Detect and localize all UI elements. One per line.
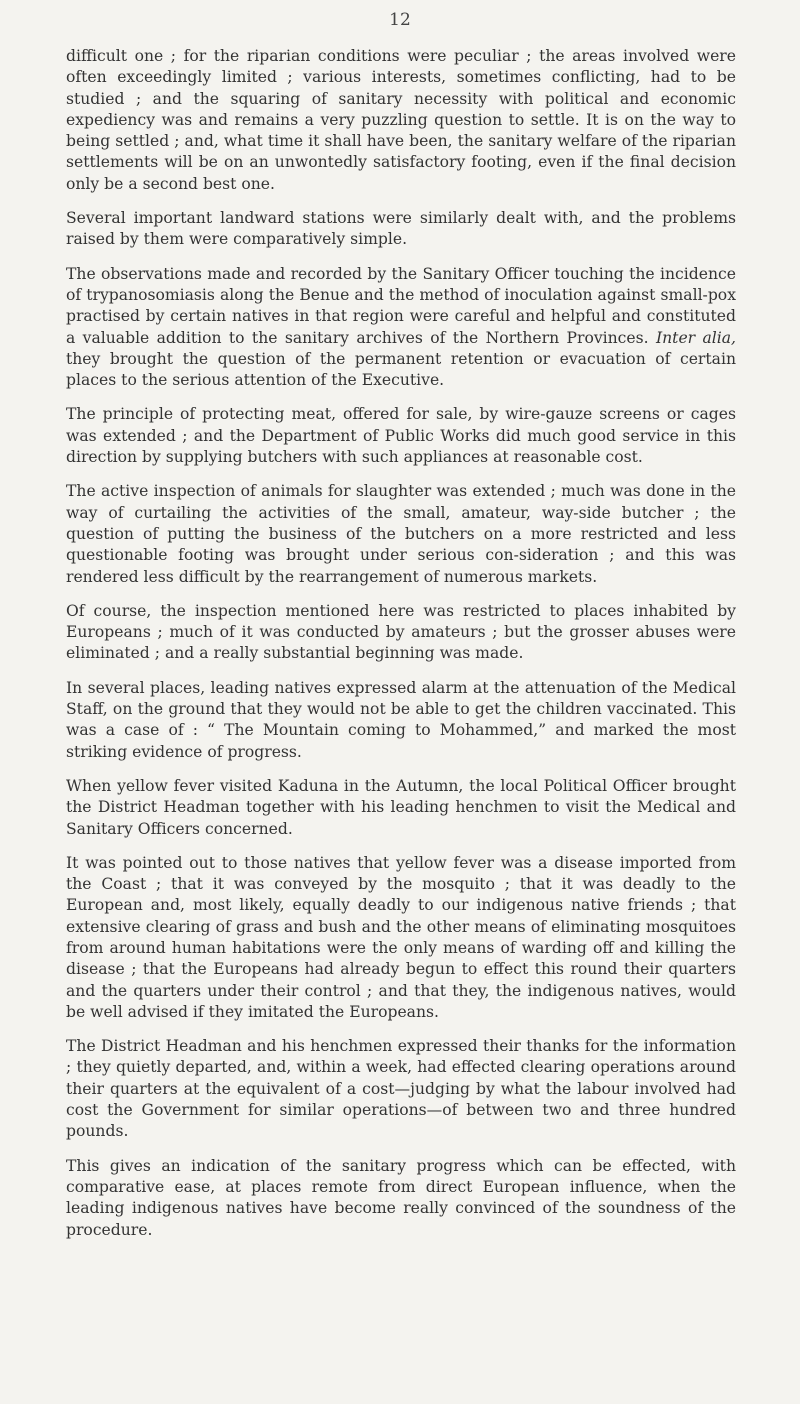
body-text [66,46,736,1254]
paragraph-8: When yellow fever visited Kaduna in the Autumn, the local Political Officer brought the District Headman together with his leading henchmen to visit the Medical and Sanitary Officers concerned. [66,776,736,838]
paragraph-3-italic-phrase: Inter alia, [655,328,736,347]
paragraph-3-text-after: they brought the question of the permanent retention or evacuation of certain places to the serious attention of the Executive. [66,349,736,390]
paragraph-2: Several important landward stations were similarly dealt with, and the problems raised by them were comparatively simple. [66,209,736,249]
page-number: 12 [389,10,411,30]
paragraph-4: The principle of protecting meat, offered for sale, by wire-gauze screens or cages was extended ; and the Department of Public Works did much good service in this direction by supplying butchers with such appliances at reasonable cost. [66,405,736,467]
paragraph-11: This gives an indication of the sanitary progress which can be effected, with comparative ease, at places remote from direct European influence, when the leading indigenous natives have become really convinced of the soundness of the procedure. [66,1156,736,1239]
paragraph-7: In several places, leading natives expressed alarm at the attenuation of the Medical Staff, on the ground that they would not be able to get the children vaccinated. This was a case of : “ The Mountain coming to Mohammed,” and marked the most striking evidence of progress. [66,678,736,761]
paragraph-10: The District Headman and his henchmen expressed their thanks for the information ; they quietly departed, and, within a week, had effected clearing operations around their quarters at the equivalent of a cost—judging by what the labour involved had cost the Government for similar operations—of between two and three hundred pounds. [66,1037,736,1141]
paragraph-3-text-before: The observations made and recorded by the Sanitary Officer touching the incidence of trypanosomiasis along the Benue and the method of inoculation against small-pox practised by certain natives in that region were careful and helpful and constituted a valuable addition to the sanitary archives of the Northern Provinces. [66,264,736,347]
paragraph-3 [66,264,736,392]
paragraph-5: The active inspection of animals for slaughter was extended ; much was done in the way of curtailing the activities of the small, amateur, way-side butcher ; the question of putting the business of the butchers on a more restricted and less questionable footing was brought under serious con-sideration ; and this was rendered less difficult by the rearrangement of numerous markets. [66,482,736,586]
paragraph-6: Of course, the inspection mentioned here was restricted to places inhabited by Europeans ; much of it was conducted by amateurs ; but the grosser abuses were eliminated ; and a really substantial beginning was made. [66,601,736,663]
paragraph-9: It was pointed out to those natives that yellow fever was a disease imported from the Coast ; that it was conveyed by the mosquito ; that it was deadly to the European and, most likely, equally deadly to our indigenous native friends ; that extensive clearing of grass and bush and the other means of eliminating mosquitoes from around human habitations were the only means of warding off and killing the disease ; that the Europeans had already begun to effect this round their quarters and the quarters under their control ; and that they, the indigenous natives, would be well advised if they imitated the Europeans. [66,853,736,1021]
paragraph-1: difficult one ; for the riparian conditions were peculiar ; the areas involved were often exceedingly limited ; various interests, sometimes conflicting, had to be studied ; and the squaring of sanitary necessity with political and economic expediency was and remains a very puzzling question to settle. It is on the way to being settled ; and, what time it shall have been, the sanitary welfare of the riparian settlements will be on an unwontedly satisfactory footing, even if the final decision only be a second best one. [66,47,736,193]
